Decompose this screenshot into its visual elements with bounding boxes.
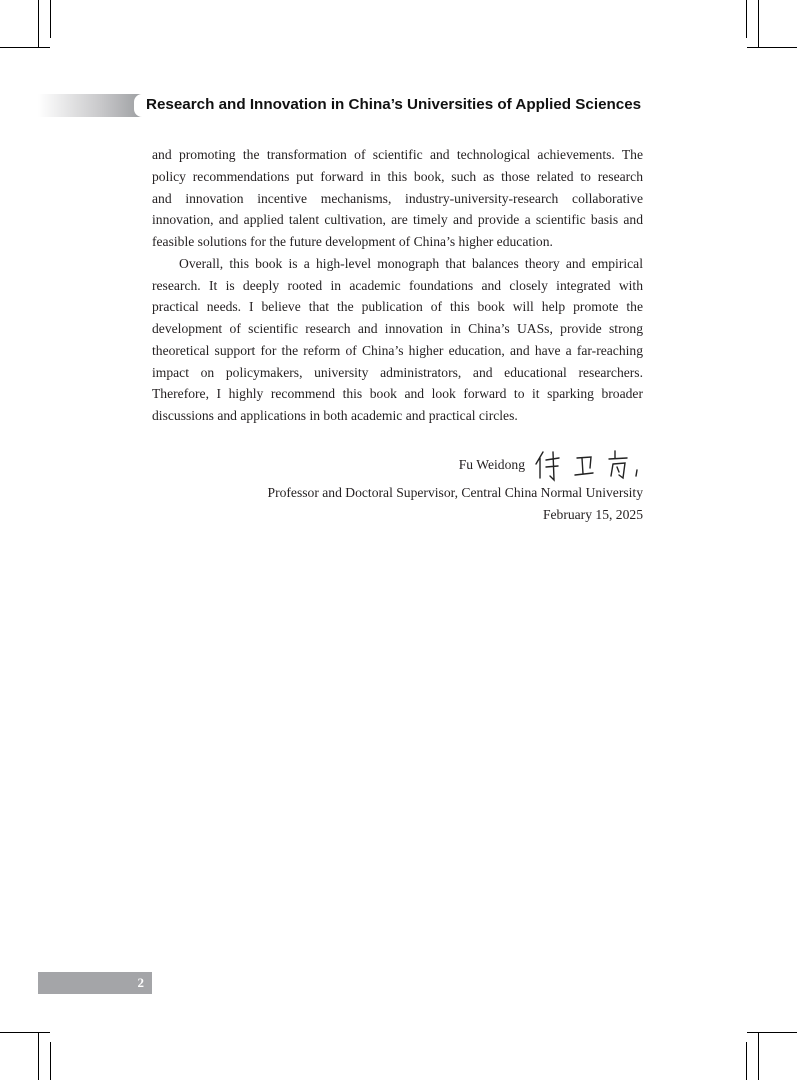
handwritten-signature <box>533 448 643 482</box>
text-line: Therefore, I highly recommend this book and look forward to it sparking broader <box>152 386 643 402</box>
paragraph <box>152 253 643 427</box>
text-line: feasible solutions for the future development of China’s higher education. <box>152 234 553 249</box>
page-number-box <box>38 972 152 994</box>
crop-mark <box>38 0 39 47</box>
crop-mark <box>758 0 759 47</box>
text-line: innovation, and applied talent cultivation, are timely and provide a scientific basis and <box>152 212 643 228</box>
paragraph <box>152 144 643 253</box>
text-line: impact on policymakers, university administrators, and educational researchers. <box>152 364 643 380</box>
text-line: research. It is deeply rooted in academic foundations and closely integrated with <box>152 277 643 293</box>
signature-date: February 15, 2025 <box>542 506 643 522</box>
running-title: Research and Innovation in China’s Universities of Applied Sciences <box>146 96 642 113</box>
author-name: Fu Weidong <box>458 457 525 473</box>
crop-mark <box>747 47 797 48</box>
signature-row <box>268 448 643 482</box>
text-line: development of scientific research and innovation in China’s UASs, provide strong <box>152 321 643 336</box>
author-title: Professor and Doctoral Supervisor, Central China Normal University <box>267 485 643 500</box>
page-number: 2 <box>137 975 144 990</box>
text-line: discussions and applications in both academic and practical circles. <box>152 408 518 423</box>
signature-block <box>268 448 643 525</box>
crop-mark <box>747 1032 797 1033</box>
header-gradient-bar <box>38 94 143 117</box>
crop-mark <box>0 1032 50 1033</box>
text-line: and promoting the transformation of scientific and technological achievements. The <box>152 147 643 162</box>
text-line: practical needs. I believe that the publication of this book will help promote the <box>152 299 643 315</box>
crop-mark <box>50 0 51 38</box>
crop-mark <box>746 0 747 38</box>
text-line: theoretical support for the reform of China’s higher education, and have a far-reaching <box>152 342 643 358</box>
crop-mark <box>758 1032 759 1080</box>
crop-mark <box>746 1042 747 1080</box>
text-line: policy recommendations put forward in this book, such as those related to research <box>152 168 643 184</box>
body-text <box>152 144 643 427</box>
text-line: and innovation incentive mechanisms, industry-university-research collaborative <box>152 190 643 206</box>
crop-mark <box>0 47 50 48</box>
crop-mark <box>50 1042 51 1080</box>
crop-mark <box>38 1032 39 1080</box>
text-line: Overall, this book is a high-level monograph that balances theory and empirical <box>179 255 643 271</box>
